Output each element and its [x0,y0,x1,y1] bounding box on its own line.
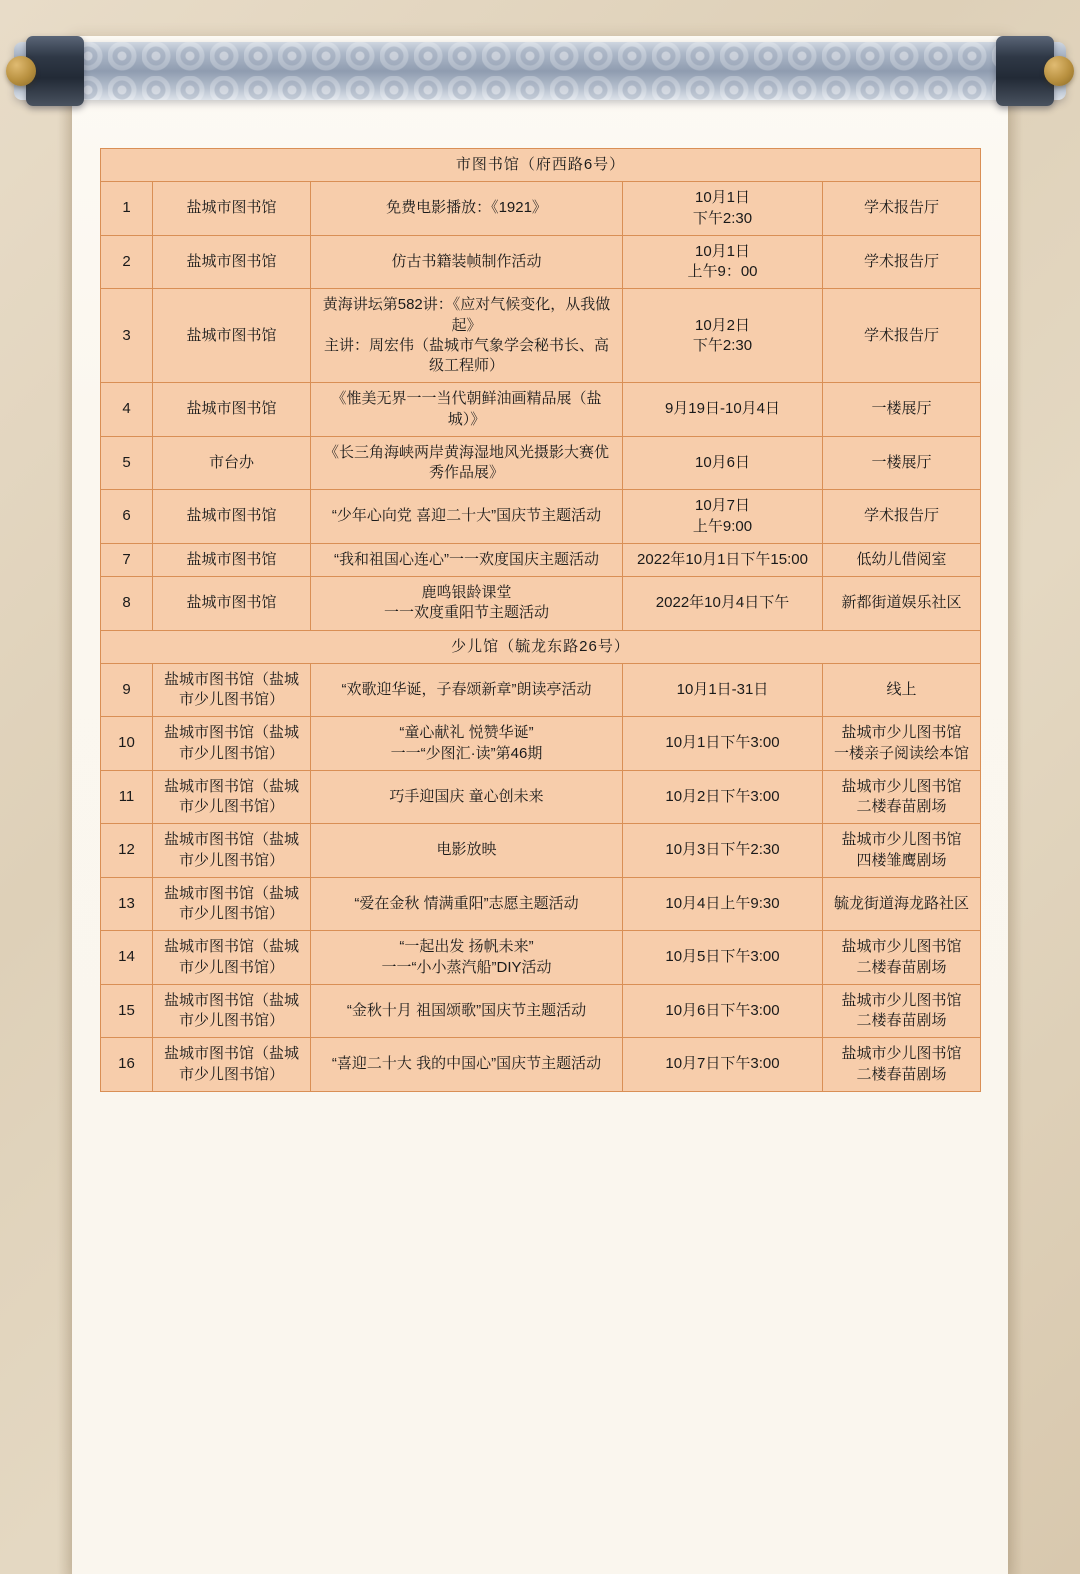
cell-org [153,577,311,631]
section-title: 少儿馆（毓龙东路26号） [101,630,981,663]
table-row [101,543,981,576]
cell-line: 2022年10月4日下午 [655,594,790,612]
cell-line: 盐城市图书馆 [186,252,277,270]
cell-line: 盐城市图书馆（盐城市少儿图书馆） [163,1045,299,1083]
cell-place [823,543,981,576]
table-row [101,663,981,717]
table-row [101,877,981,931]
cell-line: 盐城市图书馆（盐城市少儿图书馆） [163,724,299,762]
cell-line: “我和祖国心连心”一一欢度国庆主题活动 [334,550,599,568]
cell-place [823,717,981,771]
cell-no [101,543,153,576]
cell-line: 市台办 [208,453,254,471]
cell-time [623,383,823,437]
cell-name [311,770,623,824]
cell-no [101,824,153,878]
cell-no [101,383,153,437]
cell-time [623,931,823,985]
cell-line: 一楼亲子阅读绘本馆 [833,744,969,762]
table-row [101,436,981,490]
cell-line: 10月1日 [694,242,751,260]
cell-line: 6 [122,507,131,525]
table-row [101,717,981,771]
cell-name [311,984,623,1038]
cell-no [101,663,153,717]
cell-no [101,182,153,236]
table-row [101,577,981,631]
cell-line: 盐城市图书馆 [186,326,277,344]
table-row [101,182,981,236]
cell-name [311,182,623,236]
cell-no [101,770,153,824]
cell-line: 一楼展厅 [871,400,932,418]
cell-line: “欢歌迎华诞，子春颂新章”朗读亭活动 [341,680,592,698]
table-row [101,770,981,824]
cell-line: 盐城市少儿图书馆 [841,991,962,1009]
cell-line: 上午9:00 [692,517,753,535]
rod-knob-right [1044,56,1074,86]
section-header-row [101,630,981,663]
cell-line: 10月3日下午2:30 [665,841,780,859]
cell-line: 2022年10月1日下午15:00 [637,550,808,568]
cell-org [153,289,311,383]
cell-line: 11 [118,787,135,805]
cell-no [101,235,153,289]
section-title: 市图书馆（府西路6号） [101,149,981,182]
cell-no [101,877,153,931]
cell-org [153,931,311,985]
cell-place [823,182,981,236]
rod-pattern [74,42,1006,100]
cell-time [623,717,823,771]
paper-right-edge [1008,36,1022,1574]
cell-org [153,663,311,717]
cell-name [311,436,623,490]
cell-place [823,877,981,931]
cell-line: 黄海讲坛第582讲：《应对气候变化，从我做起》 [322,296,611,334]
cell-line: 15 [118,1001,135,1019]
cell-place [823,577,981,631]
cell-line: 仿古书籍装帧制作活动 [391,252,542,270]
cell-time [623,289,823,383]
cell-line: 盐城市图书馆（盐城市少儿图书馆） [163,831,299,869]
cell-place [823,770,981,824]
cell-line: 10月7日下午3:00 [665,1055,780,1073]
cell-name [311,235,623,289]
table-row [101,383,981,437]
cell-line: 电影放映 [436,841,497,859]
cell-line: 《惟美无界一一当代朝鲜油画精品展（盐城）》 [331,390,602,428]
cell-line: 鹿鸣银龄课堂 [421,584,512,601]
cell-line: 二楼春苗剧场 [856,1012,947,1029]
schedule-table [100,148,981,1092]
cell-line: 盐城市图书馆（盐城市少儿图书馆） [163,884,299,922]
cell-line: 盐城市图书馆（盐城市少儿图书馆） [163,670,299,708]
paper-left-edge [58,36,72,1574]
cell-org [153,490,311,544]
table-row [101,1038,981,1092]
cell-line: “金秋十月 祖国颂歌”国庆节主题活动 [346,1001,587,1019]
cell-line: 10月4日上午9:30 [665,894,780,912]
cell-name [311,383,623,437]
cell-line: 免费电影播放：《1921》 [386,199,547,217]
cell-line: 盐城市少儿图书馆 [841,724,962,742]
table-row [101,824,981,878]
cell-no [101,436,153,490]
cell-line: 盐城市图书馆 [186,507,277,525]
cell-org [153,383,311,437]
cell-line: “爱在金秋 情满重阳”志愿主题活动 [354,894,579,912]
cell-place [823,436,981,490]
cell-place [823,931,981,985]
cell-line: 主讲：周宏伟（盐城市气象学会秘书长、高级工程师） [323,336,609,374]
cell-line: 10月1日-31日 [676,680,769,698]
cell-place [823,383,981,437]
cell-line: 二楼春苗剧场 [856,958,947,976]
cell-org [153,235,311,289]
cell-time [623,1038,823,1092]
cell-place [823,235,981,289]
cell-line: 盐城市少儿图书馆 [841,777,962,795]
cell-place [823,984,981,1038]
cell-line: 5 [122,453,131,471]
cell-line: 2 [122,252,131,270]
cell-line: 二楼春苗剧场 [856,798,947,815]
cell-place [823,824,981,878]
cell-name [311,490,623,544]
cell-line: 盐城市图书馆（盐城市少儿图书馆） [163,777,299,815]
cell-no [101,577,153,631]
cell-line: 10月6日下午3:00 [665,1001,780,1019]
scroll-rod [14,42,1066,100]
cell-place [823,490,981,544]
cell-line: “一起出发 扬帆未来” [399,938,534,956]
cell-no [101,1038,153,1092]
cell-line: 一楼展厅 [871,453,932,471]
cell-line: 巧手迎国庆 童心创未来 [389,787,544,805]
cell-line: “喜迎二十大 我的中国心”国庆节主题活动 [331,1055,602,1073]
cell-org [153,770,311,824]
cell-line: 7 [122,550,131,568]
cell-line: 14 [118,948,135,966]
cell-line: 10月2日下午3:00 [665,787,780,805]
cell-line: “童心献礼 悦赞华诞” [399,724,534,742]
table-row [101,235,981,289]
cell-time [623,984,823,1038]
cell-line: 下午2:30 [692,209,753,227]
cell-line: 毓龙街道海龙路社区 [833,894,969,912]
cell-time [623,182,823,236]
cell-line: 四楼雏鹰剧场 [856,851,947,869]
cell-org [153,436,311,490]
cell-line: 一一“小小蒸汽船”DIY活动 [381,958,552,976]
cell-line: 盐城市图书馆 [186,594,277,612]
rod-knob-left [6,56,36,86]
table-row [101,984,981,1038]
cell-no [101,984,153,1038]
cell-line: 学术报告厅 [863,199,939,217]
cell-place [823,1038,981,1092]
cell-line: 上午9：00 [687,263,758,280]
cell-no [101,289,153,383]
cell-line: 10月1日下午3:00 [665,734,780,752]
cell-line: 盐城市图书馆 [186,400,277,418]
cell-line: 学术报告厅 [863,507,939,525]
cell-line: 盐城市图书馆（盐城市少儿图书馆） [163,991,299,1029]
cell-line: 13 [118,894,135,912]
cell-line: 一一欢度重阳节主题活动 [383,604,549,622]
cell-line: 盐城市图书馆（盐城市少儿图书馆） [163,938,299,976]
cell-line: 12 [118,841,135,859]
cell-time [623,490,823,544]
cell-line: 9月19日-10月4日 [664,400,781,418]
cell-line: 8 [122,594,131,612]
cell-line: 二楼春苗剧场 [856,1065,947,1083]
cell-line: 16 [118,1055,135,1073]
cell-no [101,931,153,985]
cell-name [311,289,623,383]
cell-line: 10月6日 [694,453,751,471]
cell-no [101,490,153,544]
cell-place [823,663,981,717]
cell-time [623,770,823,824]
cell-line: 1 [122,199,131,217]
cell-time [623,577,823,631]
cell-time [623,824,823,878]
cell-line: 一一“少图汇·读”第46期 [390,744,543,762]
cell-org [153,543,311,576]
cell-time [623,436,823,490]
schedule-table-area [100,148,980,1092]
cell-line: 盐城市少儿图书馆 [841,831,962,849]
cell-line: 低幼儿借阅室 [856,550,947,568]
cell-line: 《长三角海峡两岸黄海湿地风光摄影大赛优秀作品展》 [323,443,609,481]
cell-line: 9 [122,680,131,698]
section-header-row [101,149,981,182]
cell-line: 学术报告厅 [863,252,939,270]
cell-place [823,289,981,383]
cell-org [153,984,311,1038]
cell-line: 10月7日 [694,497,751,515]
cell-org [153,824,311,878]
cell-line: 10月5日下午3:00 [665,948,780,966]
cell-org [153,1038,311,1092]
cell-line: 盐城市图书馆 [186,550,277,568]
table-row [101,490,981,544]
cell-line: 盐城市少儿图书馆 [841,1045,962,1063]
cell-line: 4 [122,400,131,418]
cell-line: 下午2:30 [692,336,753,354]
cell-name [311,877,623,931]
cell-name [311,543,623,576]
cell-org [153,717,311,771]
cell-name [311,663,623,717]
cell-line: 线上 [886,680,917,698]
cell-line: 盐城市少儿图书馆 [841,938,962,956]
cell-no [101,717,153,771]
cell-org [153,182,311,236]
cell-name [311,824,623,878]
cell-org [153,877,311,931]
cell-line: 10月1日 [694,189,751,207]
cell-time [623,663,823,717]
cell-line: 3 [122,326,131,344]
table-row [101,931,981,985]
table-row [101,289,981,383]
cell-line: 新都街道娱乐社区 [841,594,962,612]
cell-name [311,1038,623,1092]
cell-line: “少年心向党 喜迎二十大”国庆节主题活动 [331,507,602,525]
cell-line: 10月2日 [694,316,751,334]
cell-name [311,577,623,631]
cell-time [623,877,823,931]
cell-line: 盐城市图书馆 [186,199,277,217]
cell-name [311,717,623,771]
cell-line: 10 [118,734,135,752]
cell-time [623,235,823,289]
cell-time [623,543,823,576]
cell-name [311,931,623,985]
cell-line: 学术报告厅 [863,326,939,344]
